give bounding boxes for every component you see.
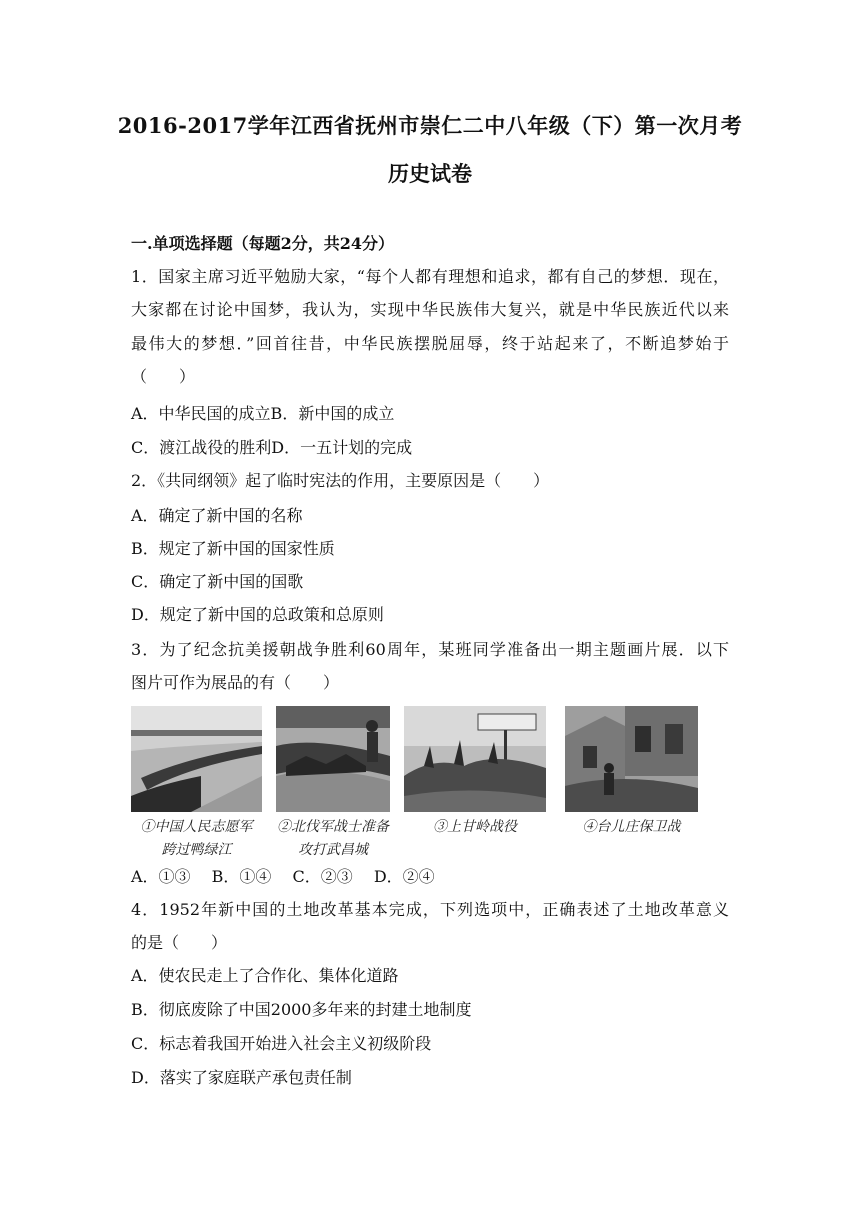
photo-caption-1-line-1: ①中国人民志愿军 — [140, 819, 253, 835]
q2-option-c: C．确定了新中国的国歌 — [131, 572, 304, 591]
q1-stem-line-1: 1．国家主席习近平勉励大家，“每个人都有理想和追求，都有自己的梦想．现在， — [131, 267, 729, 286]
photo-caption-1-line-2: 跨过鸭绿江 — [161, 842, 232, 858]
photo-caption-4-line-1: ④台儿庄保卫战 — [582, 819, 681, 835]
q3-stem-line-2: 图片可作为展品的有（ ） — [131, 673, 340, 692]
photo-caption-2-line-2: 攻打武昌城 — [298, 842, 368, 858]
q2-option-b: B．规定了新中国的国家性质 — [131, 539, 335, 558]
q2-option-a: A．确定了新中国的名称 — [131, 506, 303, 525]
photo-caption-4 — [565, 816, 698, 839]
q4-option-d: D．落实了家庭联产承包责任制 — [131, 1068, 352, 1087]
q1-stem-line-2: 大家都在讨论中国梦，我认为，实现中华民族伟大复兴，就是中华民族近代以来 — [131, 300, 729, 319]
photo-caption-2-line-1: ②北伐军战士准备 — [277, 819, 389, 835]
exam-title: 2016-2017学年江西省抚州市崇仁二中八年级（下）第一次月考 — [117, 113, 743, 138]
battle-flag-photo — [404, 706, 546, 812]
q1-options-cd: C．渡江战役的胜利D．一五计划的完成 — [131, 438, 413, 457]
q3-options: A．①③ B．①④ C．②③ D．②④ — [131, 867, 435, 886]
photo-caption-3-line-1: ③上甘岭战役 — [433, 819, 517, 835]
q4-option-b: B．彻底废除了中国2000多年来的封建土地制度 — [131, 1000, 472, 1019]
ruined-town-photo — [565, 706, 698, 812]
q4-option-a: A．使农民走上了合作化、集体化道路 — [131, 966, 399, 985]
q1-answer-blank: （ ） — [131, 367, 196, 386]
q3-stem-line-1: 3．为了纪念抗美援朝战争胜利60周年，某班同学准备出一期主题画片展．以下 — [131, 640, 729, 659]
q4-option-c: C．标志着我国开始进入社会主义初级阶段 — [131, 1034, 432, 1053]
q4-stem-line-2: 的是（ ） — [131, 933, 228, 952]
q4-stem-line-1: 4．1952年新中国的土地改革基本完成，下列选项中，正确表述了土地改革意义 — [131, 900, 729, 919]
q1-options-ab: A．中华民国的成立B．新中国的成立 — [131, 404, 395, 423]
q1-stem-line-3: 最伟大的梦想．”回首往昔，中华民族摆脱屈辱，终于站起来了，不断追梦始于 — [131, 334, 729, 353]
river-crossing-photo — [131, 706, 262, 812]
q2-option-d: D．规定了新中国的总政策和总原则 — [131, 605, 384, 624]
trench-soldiers-photo — [276, 706, 390, 812]
section-heading: 一.单项选择题（每题2分，共24分） — [131, 234, 394, 253]
q2-stem: 2．《共同纲领》起了临时宪法的作用，主要原因是（ ） — [131, 471, 550, 490]
photo-caption-1 — [131, 816, 262, 862]
photo-caption-3 — [404, 816, 546, 839]
photo-caption-2 — [270, 816, 396, 862]
exam-subtitle: 历史试卷 — [388, 161, 472, 186]
